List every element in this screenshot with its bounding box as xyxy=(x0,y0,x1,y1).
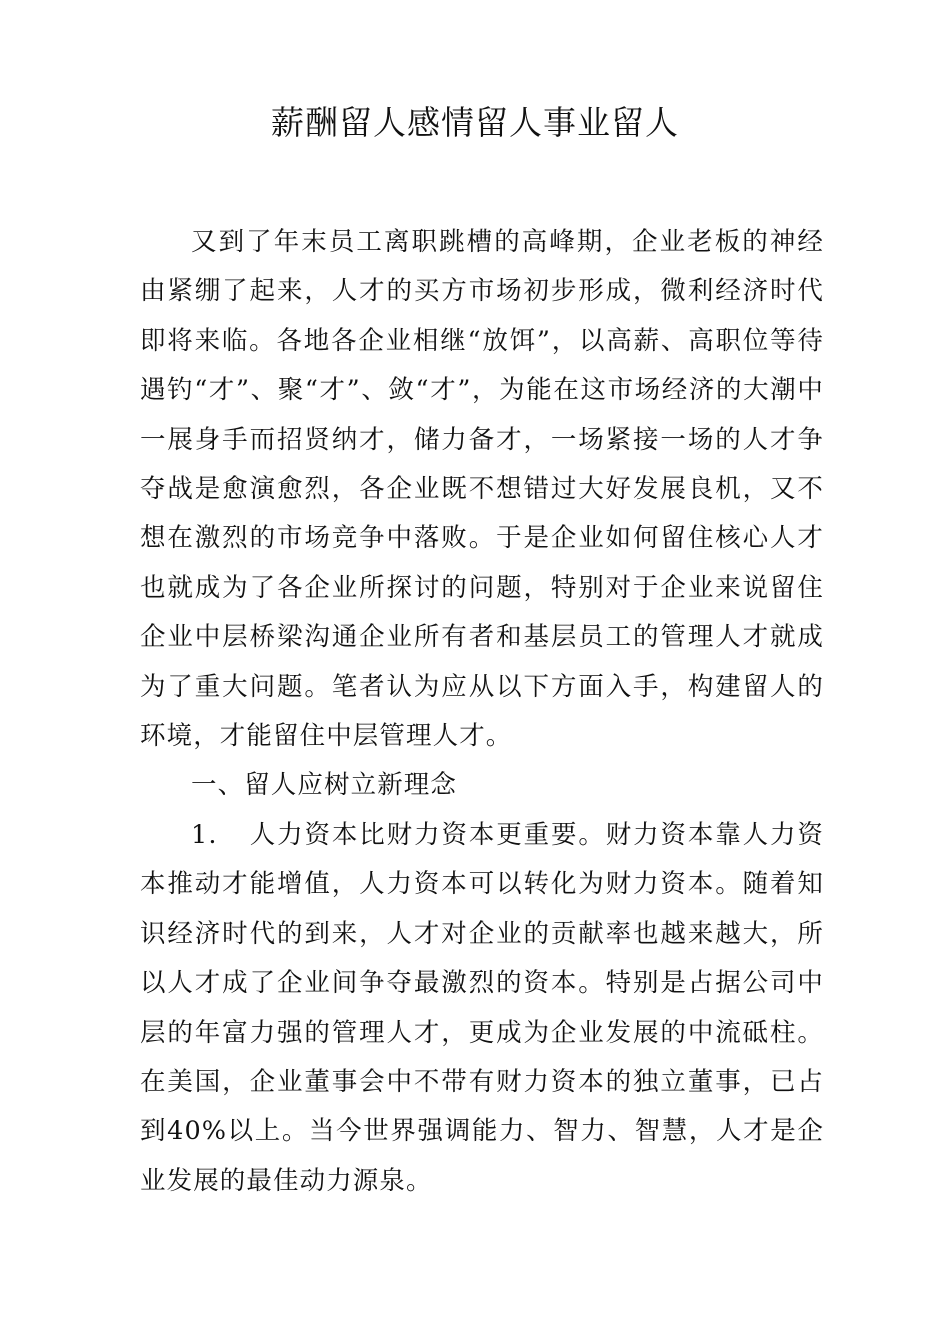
numbered-item xyxy=(140,811,824,1206)
item-text: 人力资本比财力资本更重要。财力资本靠人力资本推动才能增值，人力资本可以转化为财力资本。随着知识经济时代的到来，人才对企业的贡献率也越来越大，所以人才成了企业间争夺最激烈的资本。特别是占据公司中层的年富力强的管理人才，更成为企业发展的中流砥柱。在美国，企业董事会中不带有财力资本的独立董事，已占到40%以上。当今世界强调能力、智力、智慧，人才是企业发展的最佳动力源泉。 xyxy=(140,819,824,1196)
section-heading: 一、留人应树立新理念 xyxy=(191,770,458,801)
item-number: 1. xyxy=(191,819,218,850)
document-body xyxy=(140,218,824,1206)
intro-paragraph: 又到了年末员工离职跳槽的高峰期，企业老板的神经由紧绷了起来，人才的买方市场初步形成，微利经济时代即将来临。各地各企业相继“放饵”，以高薪、高职位等待遇钓“才”、聚“才”、敛“才”，为能在这市场经济的大潮中一展身手而招贤纳才，储力备才，一场紧接一场的人才争夺战是愈演愈烈，各企业既不想错过大好发展良机，又不想在激烈的市场竞争中落败。于是企业如何留住核心人才也就成为了各企业所探讨的问题，特别对于企业来说留住企业中层桥梁沟通企业所有者和基层员工的管理人才就成为了重大问题。笔者认为应从以下方面入手，构建留人的环境，才能留住中层管理人才。 xyxy=(140,227,824,752)
document-title: 薪酬留人感情留人事业留人 xyxy=(271,103,679,142)
